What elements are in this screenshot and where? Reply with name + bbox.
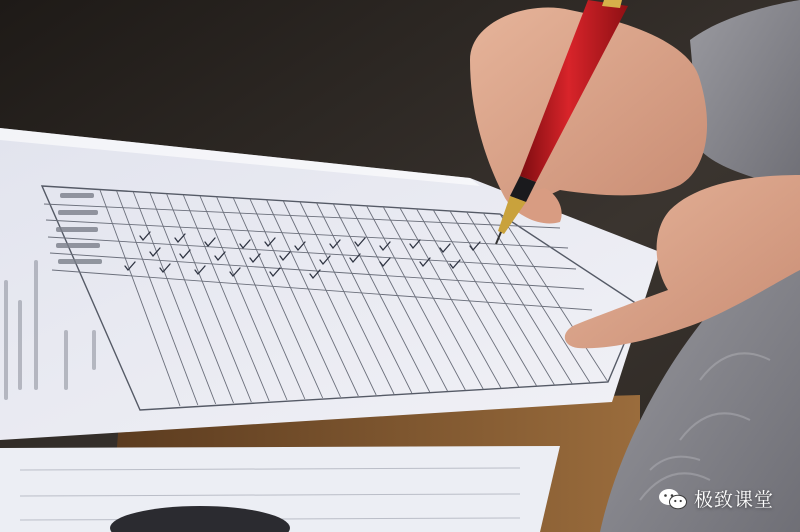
wechat-icon [658, 487, 688, 511]
watermark-text: 极致课堂 [693, 489, 774, 511]
watermark [658, 485, 774, 512]
